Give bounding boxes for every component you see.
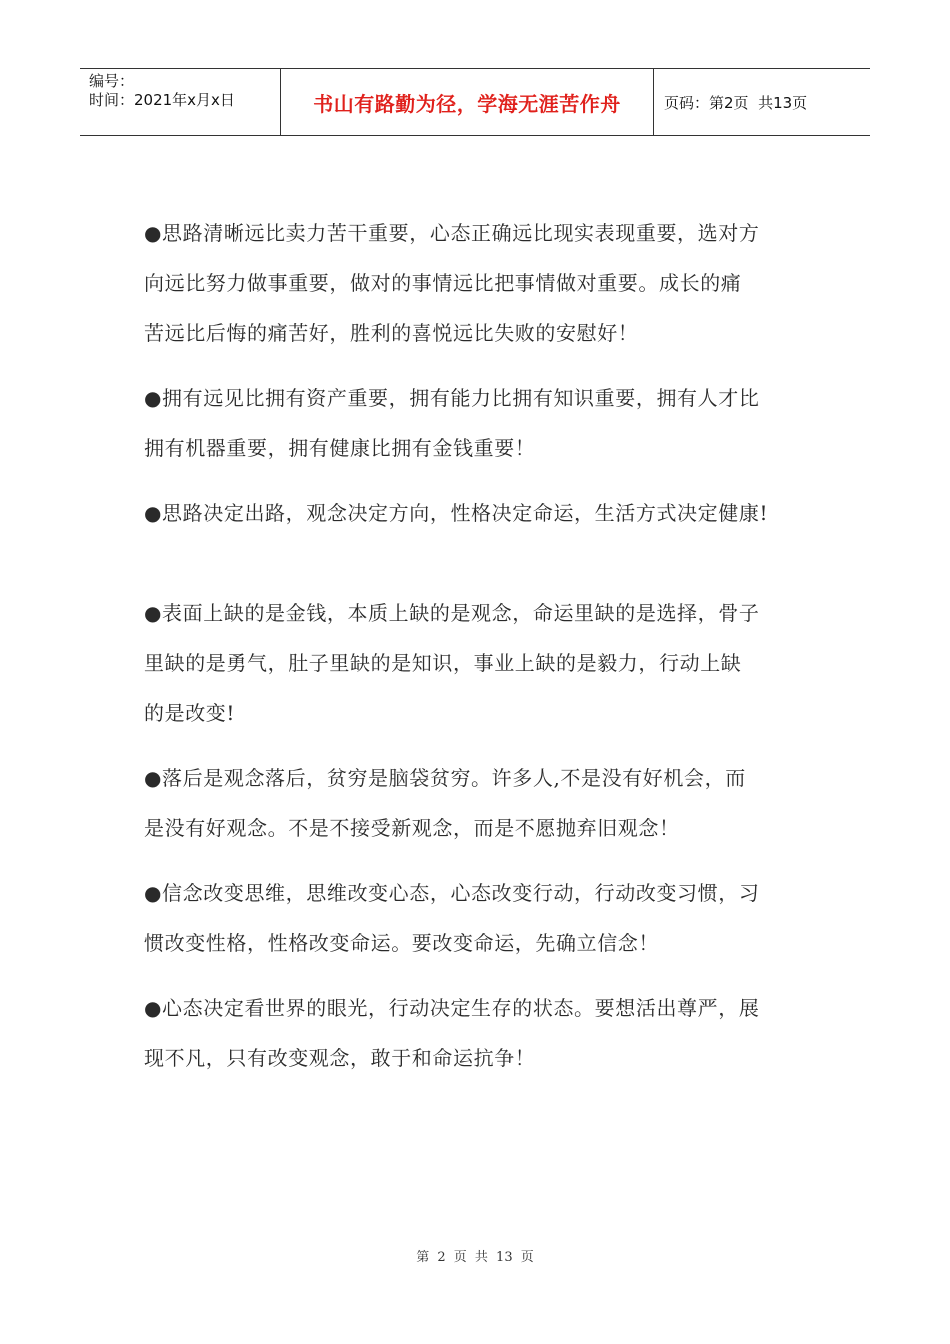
header-page-label: 页码：第2页 共13页: [664, 93, 808, 112]
header-motto: 书山有路勤为径，学海无涯苦作舟: [281, 69, 654, 135]
paragraph: [144, 588, 824, 738]
paragraph-line: ●落后是观念落后，贫穷是脑袋贫穷。许多人,不是没有好机会，而: [144, 766, 746, 790]
paragraph: [144, 488, 824, 538]
paragraph-line: ●思路决定出路，观念决定方向，性格决定命运，生活方式决定健康!: [144, 501, 769, 525]
document-number-label: 编号：: [89, 72, 135, 90]
header-page-cell: [654, 69, 870, 135]
paragraph: [144, 208, 824, 358]
page-footer: 第 2 页 共 13 页: [416, 1250, 534, 1265]
paragraph-line: 苦远比后悔的痛苦好，胜利的喜悦远比失败的安慰好！: [144, 321, 639, 345]
paragraph-line: 惯改变性格，性格改变命运。要改变命运，先确立信念！: [144, 931, 659, 955]
paragraph-line: ●思路清晰远比卖力苦干重要，心态正确远比现实表现重要，选对方: [144, 221, 760, 245]
paragraph-line: 是没有好观念。不是不接受新观念，而是不愿抛弃旧观念！: [144, 816, 680, 840]
document-date-label: 时间：2021年x月x日: [89, 91, 235, 109]
paragraph-line: ●心态决定看世界的眼光，行动决定生存的状态。要想活出尊严，展: [144, 996, 760, 1020]
header-meta-cell: [80, 69, 281, 135]
paragraph-line: ●拥有远见比拥有资产重要，拥有能力比拥有知识重要，拥有人才比: [144, 386, 760, 410]
paragraph: [144, 868, 824, 968]
document-header: [80, 68, 870, 136]
paragraph-line: 的是改变!: [144, 701, 236, 725]
paragraph-line: 里缺的是勇气，肚子里缺的是知识，事业上缺的是毅力，行动上缺: [144, 651, 742, 675]
paragraph: [144, 983, 824, 1083]
paragraph-line: ●表面上缺的是金钱，本质上缺的是观念，命运里缺的是选择，骨子: [144, 601, 760, 625]
document-body: [144, 208, 824, 1098]
paragraph: [144, 753, 824, 853]
paragraph-line: 现不凡，只有改变观念，敢于和命运抗争！: [144, 1046, 536, 1070]
paragraph-line: ●信念改变思维，思维改变心态，心态改变行动，行动改变习惯，习: [144, 881, 760, 905]
paragraph: [144, 373, 824, 473]
paragraph-line: 向远比努力做事重要，做对的事情远比把事情做对重要。成长的痛: [144, 271, 742, 295]
paragraph-line: 拥有机器重要，拥有健康比拥有金钱重要！: [144, 436, 536, 460]
